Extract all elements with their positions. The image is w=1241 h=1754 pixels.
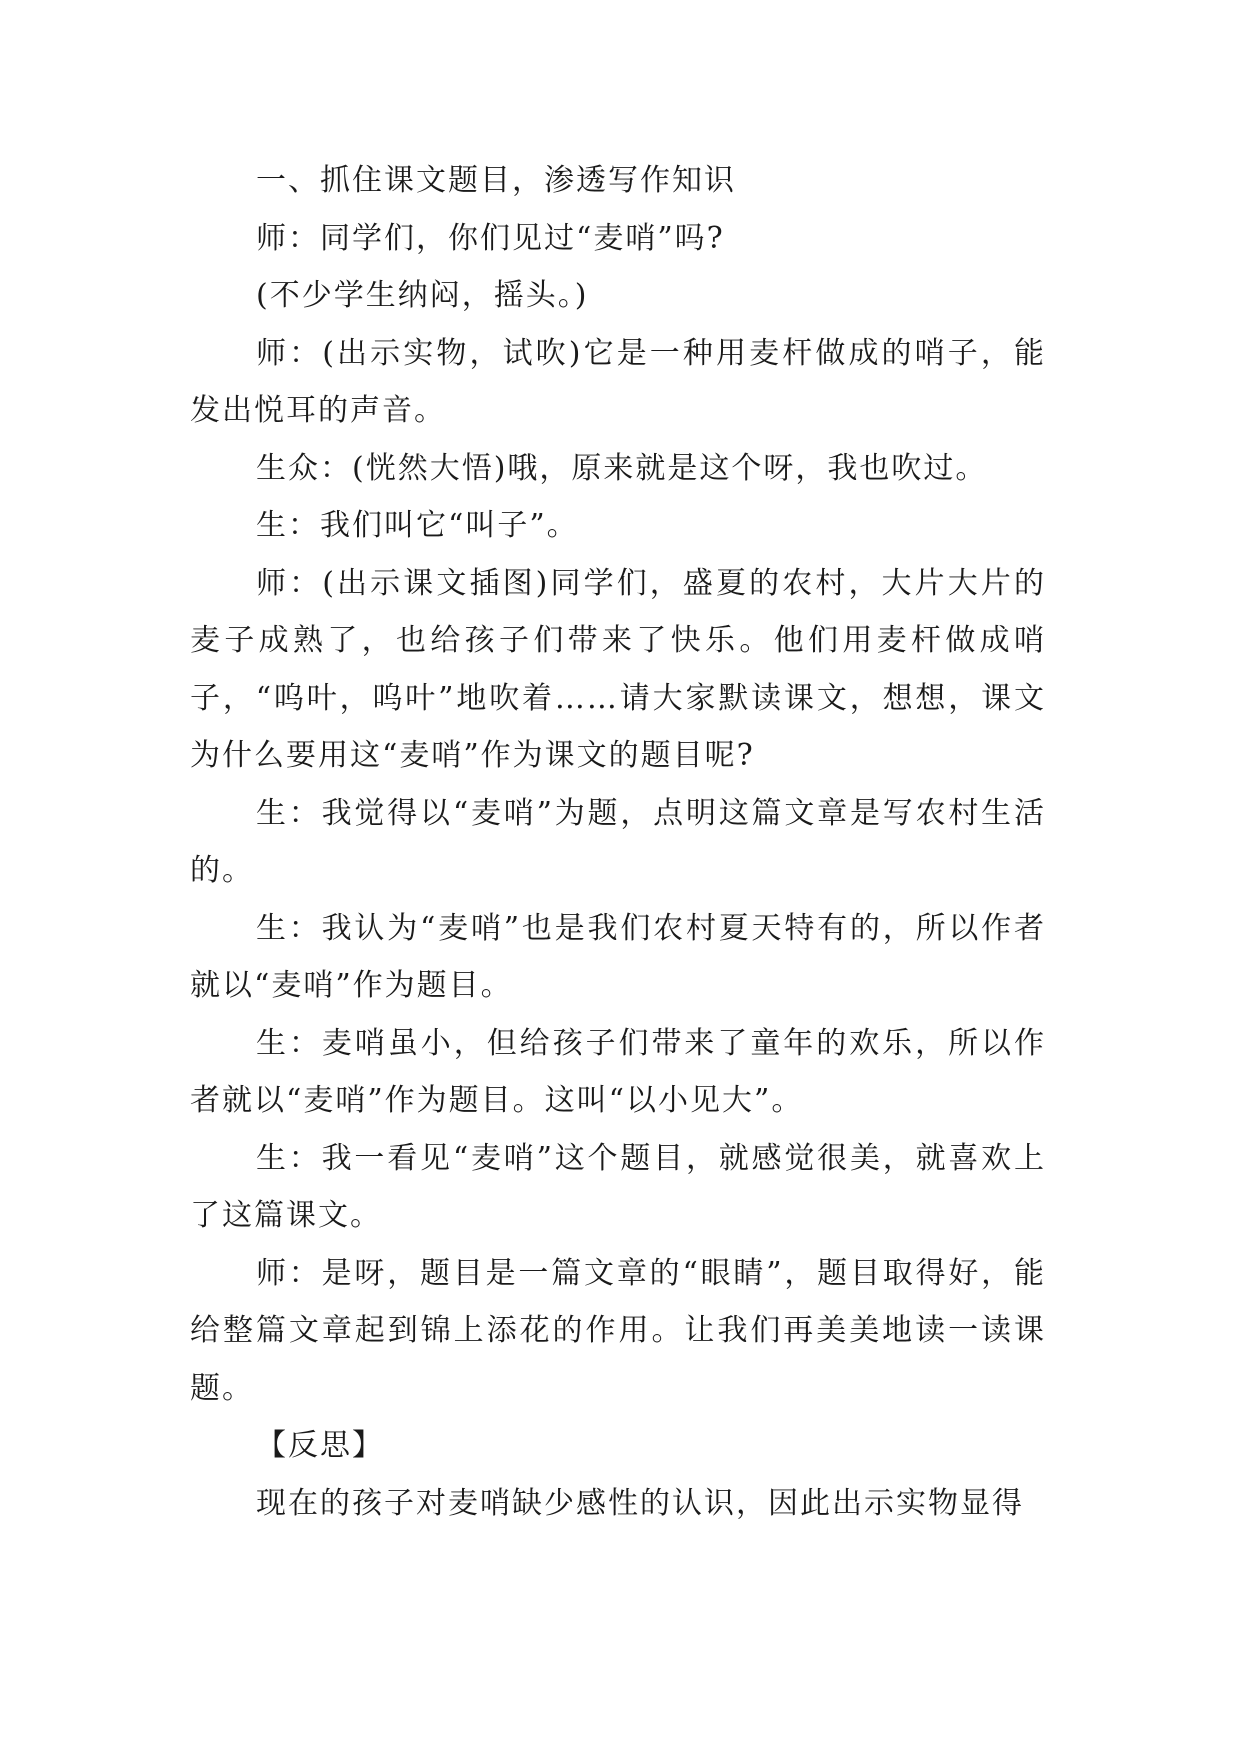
dialogue-paragraph: 师：(出示实物，试吹)它是一种用麦杆做成的哨子，能发出悦耳的声音。 [190,335,1046,428]
document-page [190,152,1046,1532]
dialogue-paragraph: 师：(出示课文插图)同学们，盛夏的农村，大片大片的麦子成熟了，也给孩子们带来了快乐。他们用麦杆做成哨子，“呜叶，呜叶”地吹着……请大家默读课文，想想，课文为什么要用这“麦哨”作为课文的题目呢? [190,565,1046,773]
dialogue-paragraph: 生：我认为“麦哨”也是我们农村夏天特有的，所以作者就以“麦哨”作为题目。 [190,910,1046,1003]
dialogue-paragraph: 生：我觉得以“麦哨”为题，点明这篇文章是写农村生活的。 [190,795,1046,888]
reflection-paragraph: 现在的孩子对麦哨缺少感性的认识，因此出示实物显得 [256,1485,1024,1521]
dialogue-paragraph: 生众：(恍然大悟)哦，原来就是这个呀，我也吹过。 [256,450,988,486]
dialogue-paragraph: 师：是呀，题目是一篇文章的“眼睛”，题目取得好，能给整篇文章起到锦上添花的作用。让我们再美美地读一读课题。 [190,1255,1046,1406]
stage-direction-paragraph: (不少学生纳闷，摇头。) [256,278,589,313]
dialogue-paragraph: 师：同学们，你们见过“麦哨”吗? [256,220,725,256]
dialogue-paragraph: 生：我一看见“麦哨”这个题目，就感觉很美，就喜欢上了这篇课文。 [190,1140,1046,1233]
dialogue-paragraph: 生：麦哨虽小，但给孩子们带来了童年的欢乐，所以作者就以“麦哨”作为题目。这叫“以小见大”。 [190,1025,1046,1118]
reflection-heading: 【反思】 [256,1428,384,1463]
section-heading: 一、抓住课文题目，渗透写作知识 [256,163,736,198]
dialogue-paragraph: 生：我们叫它“叫子”。 [256,508,579,543]
